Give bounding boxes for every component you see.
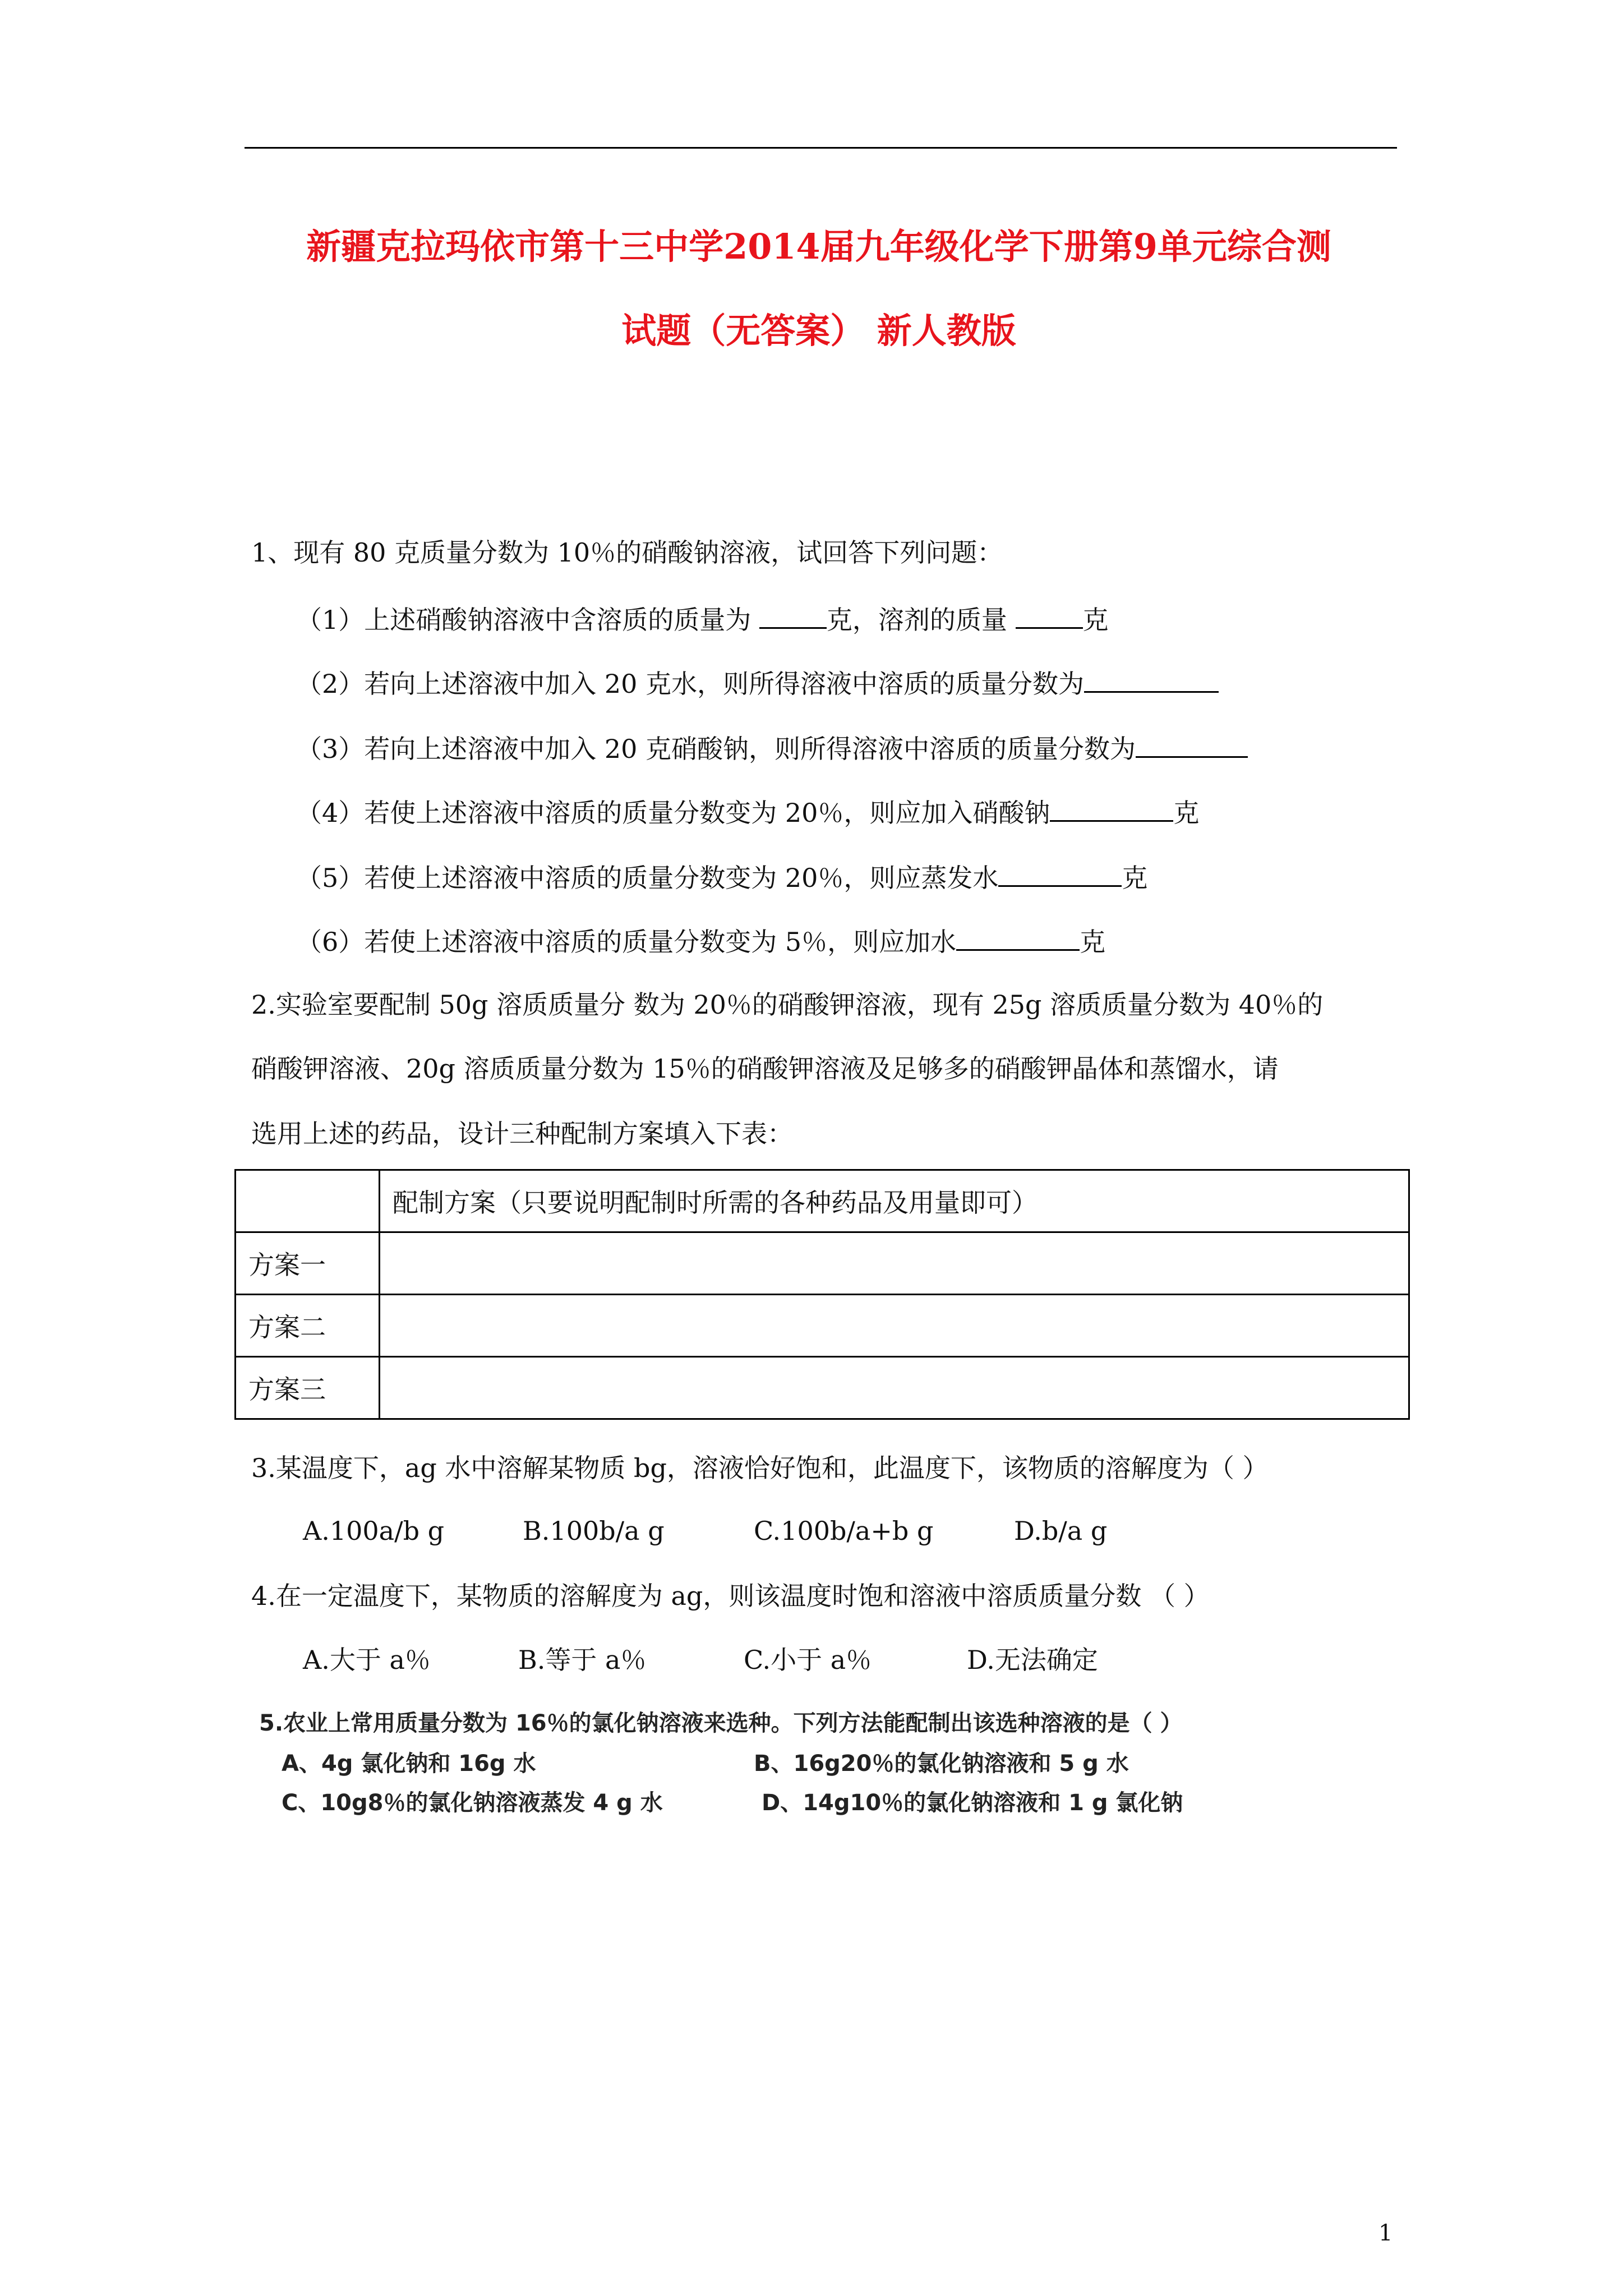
table-corner-cell — [236, 1170, 380, 1232]
answer-blank[interactable] — [1084, 669, 1219, 693]
q4-option-b: B.等于 a％ — [518, 1645, 647, 1675]
answer-blank[interactable] — [956, 927, 1080, 951]
plan-answer-cell[interactable] — [380, 1232, 1409, 1295]
q1-sub-1-text-2: 克，溶剂的质量 — [826, 605, 1016, 635]
q3-option-b: B.100b/a g — [523, 1516, 665, 1546]
row-label: 方案三 — [236, 1357, 380, 1419]
q4-option-d: D.无法确定 — [967, 1645, 1098, 1675]
q3-option-c: C.100b/a+b g — [754, 1516, 934, 1546]
row-label: 方案二 — [236, 1295, 380, 1357]
table-row — [236, 1232, 1409, 1295]
q1-sub-5-text: （5）若使上述溶液中溶质的质量分数变为 20％，则应蒸发水 — [296, 863, 999, 893]
answer-blank[interactable] — [1016, 605, 1083, 629]
q2-line-2: 硝酸钾溶液、20g 溶质质量分数为 15％的硝酸钾溶液及足够多的硝酸钾晶体和蒸馏水，请 — [251, 1053, 1279, 1084]
header-rule — [245, 147, 1397, 149]
q1-sub-4 — [296, 798, 1199, 826]
q1-sub-2-text: （2）若向上述溶液中加入 20 克水，则所得溶液中溶质的质量分数为 — [296, 669, 1085, 699]
document-title-line-1: 新疆克拉玛依市第十三中学2014届九年级化学下册第9单元综合测 — [306, 226, 1331, 267]
q1-sub-2 — [296, 669, 1219, 697]
q1-sub-4-unit: 克 — [1173, 798, 1200, 828]
answer-blank[interactable] — [759, 605, 827, 629]
plan-answer-cell[interactable] — [380, 1295, 1409, 1357]
q3-stem: 3.某温度下，ag 水中溶解某物质 bg，溶液恰好饱和，此温度下，该物质的溶解度为（ ） — [251, 1453, 1269, 1483]
q2-line-1: 2.实验室要配制 50g 溶质质量分 数为 20％的硝酸钾溶液，现有 25g 溶质质量分数为 40％的 — [251, 990, 1324, 1020]
q5-option-b: B、16g20％的氯化钠溶液和 5 g 水 — [754, 1751, 1129, 1777]
answer-blank[interactable] — [998, 863, 1122, 887]
q1-sub-6-text: （6）若使上述溶液中溶质的质量分数变为 5％，则应加水 — [296, 927, 957, 957]
q5-stem: 5.农业上常用质量分数为 16％的氯化钠溶液来选种。下列方法能配制出该选种溶液的是（ ） — [259, 1710, 1183, 1736]
q1-sub-1-unit: 克 — [1082, 605, 1109, 635]
table-header-cell: 配制方案（只要说明配制时所需的各种药品及用量即可） — [380, 1170, 1409, 1232]
document-title-line-2: 试题（无答案） 新人教版 — [621, 310, 1016, 351]
q5-option-c: C、10g8％的氯化钠溶液蒸发 4 g 水 — [282, 1790, 663, 1816]
row-label: 方案一 — [236, 1232, 380, 1295]
q5-option-d: D、14g10％的氯化钠溶液和 1 g 氯化钠 — [762, 1790, 1183, 1816]
table-row — [236, 1295, 1409, 1357]
q1-sub-6-unit: 克 — [1080, 927, 1106, 957]
answer-blank[interactable] — [1050, 798, 1173, 822]
q1-stem: 1、现有 80 克质量分数为 10％的硝酸钠溶液，试回答下列问题： — [251, 537, 1003, 568]
answer-blank[interactable] — [1136, 734, 1248, 758]
q3-option-a: A.100a/b g — [303, 1516, 445, 1546]
q2-line-3: 选用上述的药品，设计三种配制方案填入下表： — [251, 1119, 793, 1149]
q1-sub-5-unit: 克 — [1122, 863, 1148, 893]
q4-option-c: C.小于 a％ — [744, 1645, 872, 1675]
page-number: 1 — [1378, 2220, 1393, 2246]
q1-sub-6 — [296, 927, 1105, 955]
table-row — [236, 1357, 1409, 1419]
q1-sub-3 — [296, 734, 1248, 762]
q5-option-a: A、4g 氯化钠和 16g 水 — [282, 1751, 536, 1777]
q3-option-d: D.b/a g — [1014, 1516, 1108, 1546]
q4-stem: 4.在一定温度下，某物质的溶解度为 ag，则该温度时饱和溶液中溶质质量分数 （ ） — [251, 1581, 1210, 1611]
q1-sub-5 — [296, 863, 1147, 891]
q1-sub-3-text: （3）若向上述溶液中加入 20 克硝酸钠，则所得溶液中溶质的质量分数为 — [296, 734, 1136, 764]
q1-sub-1-text: （1）上述硝酸钠溶液中含溶质的质量为 — [296, 605, 759, 635]
plan-answer-cell[interactable] — [380, 1357, 1409, 1419]
q1-sub-4-text: （4）若使上述溶液中溶质的质量分数变为 20％，则应加入硝酸钠 — [296, 798, 1050, 828]
table-header-row — [236, 1170, 1409, 1232]
q1-sub-1 — [296, 605, 1109, 633]
plan-table — [234, 1169, 1410, 1420]
q4-option-a: A.大于 a％ — [303, 1645, 431, 1675]
